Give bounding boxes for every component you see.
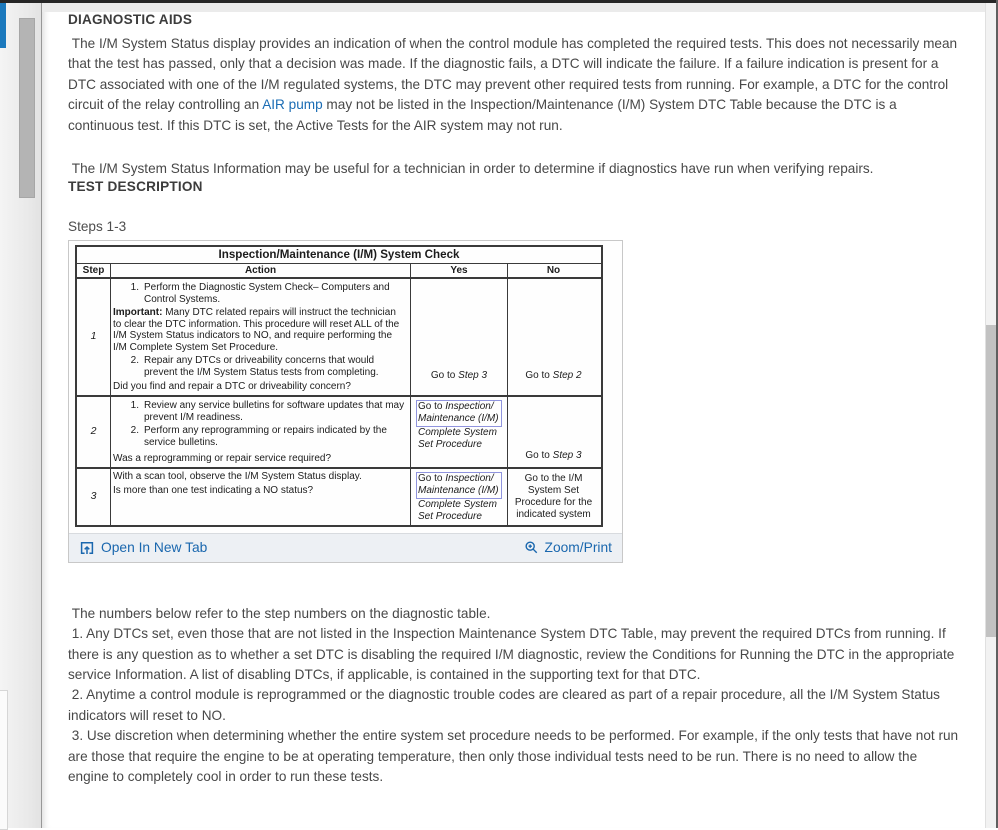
yes-cell	[411, 397, 508, 467]
figure-toolbar	[69, 533, 622, 562]
table-row	[75, 469, 603, 527]
step-number: 1	[77, 279, 111, 395]
goto-target-line: Maintenance (I/M)	[418, 413, 499, 424]
left-scrollbar-thumb[interactable]	[19, 18, 35, 198]
note-item-1: 1. Any DTCs set, even those that are not listed in the Inspection Maintenance System DTC Table, may prevent the required DTCs from running. If there is any question as to whether a set DTC is disabling the required I/M diagnostic, review the Conditions for Running the DTC in the appropriate service Information. A list of disabling DTCs, if applicable, is contained in the supporting text for that DTC.	[68, 626, 959, 683]
col-header-step: Step	[77, 264, 111, 277]
action-line: With a scan tool, observe the I/M System Status display.	[113, 470, 362, 482]
important-text: Many DTC related repairs will instruct the technician to clear the DTC information. This procedure will reset ALL of the I/M System Status indicators to NO, and require performing the I/M Complete System Set Procedure.	[113, 306, 400, 354]
important-note	[113, 307, 406, 355]
scanned-table-image	[69, 241, 622, 533]
section-heading-diagnostic-aids: DIAGNOSTIC AIDS	[68, 12, 193, 27]
col-header-action: Action	[111, 264, 411, 277]
goto-target: Step 3	[458, 370, 488, 381]
no-cell: Go to the I/M System Set Procedure for the indicated system	[514, 472, 593, 520]
item-text: Review any service bulletins for software updates that may prevent I/M readiness.	[144, 400, 405, 423]
question-text: Was a reprogramming or repair service required?	[113, 452, 332, 464]
item-text: Perform any reprogramming or repairs indicated by the service bulletins.	[144, 424, 387, 448]
link-annotation-box[interactable]	[416, 472, 502, 499]
yes-cell	[411, 279, 508, 395]
document-page	[42, 12, 985, 788]
note-item-3: 3. Use discretion when determining whether the entire system set procedure needs to be performed. For example, if the only tests that have not run are those that require the engine to be at operating temperature, then only those individual tests need to be run. There is no need to allow the engine to completely cool in order to run these tests.	[68, 728, 962, 785]
im-system-check-table	[75, 245, 603, 527]
action-cell	[111, 397, 411, 467]
goto-prefix: Go to	[418, 401, 446, 412]
item-text: Perform the Diagnostic System Check– Computers and Control Systems.	[144, 281, 390, 305]
table-row	[75, 279, 603, 397]
goto-prefix: Go to	[418, 472, 446, 484]
right-scrollbar-thumb[interactable]	[986, 325, 996, 637]
item-text: Repair any DTCs or driveability concerns that would prevent the I/M System Status tests from completing.	[144, 355, 379, 379]
zoom-print-label: Zoom/Print	[544, 540, 612, 556]
goto-target-line: Inspection/	[445, 472, 494, 484]
goto-target-line: Inspection/	[445, 401, 494, 412]
left-accent-bar	[0, 3, 6, 48]
goto-target: Step 2	[552, 370, 582, 381]
goto-target-line: Set Procedure	[418, 439, 482, 450]
goto-target-line: Complete System	[418, 427, 497, 438]
item-number: 1.	[130, 400, 139, 411]
open-in-new-tab-button[interactable]	[79, 540, 207, 556]
goto-prefix: Go to	[525, 449, 553, 461]
document-pane	[42, 3, 985, 828]
test-description-notes	[68, 604, 960, 788]
action-item	[113, 282, 406, 306]
goto-target: Step 3	[552, 449, 582, 461]
col-header-no: No	[546, 264, 561, 276]
step-number: 2	[77, 397, 111, 467]
step-number: 3	[77, 469, 111, 525]
im-status-info-paragraph: The I/M System Status Information may be useful for a technician in order to determine if diagnostics have run when verifying repairs.	[68, 161, 874, 177]
col-header-yes: Yes	[411, 264, 508, 277]
no-cell	[508, 279, 599, 395]
air-pump-link[interactable]: AIR pump	[262, 97, 323, 113]
item-number: 1.	[130, 281, 139, 293]
action-item	[113, 400, 406, 424]
no-cell	[508, 397, 599, 467]
paragraph-text: may not be listed in the Inspection/Maintenance (I/M) System DTC Table because the DTC is a continuous test. If this DTC is set, the Active Tests for the AIR system may not run.	[68, 97, 901, 133]
zoom-print-button[interactable]	[524, 540, 612, 555]
note-item-2: 2. Anytime a control module is reprogrammed or the diagnostic trouble codes are cleared as part of a repair procedure, all the I/M System Status indicators will reset to NO.	[68, 687, 944, 723]
notes-intro: The numbers below refer to the step numbers on the diagnostic table.	[68, 605, 491, 621]
left-panel-edge	[0, 690, 8, 830]
goto-target-line: Complete System	[418, 498, 497, 510]
table-title: Inspection/Maintenance (I/M) System Check	[75, 245, 603, 264]
paragraph-text: The I/M System Status display provides an indication of when the control module has completed the required tests. This does not necessarily mean that the test has passed, only that a decision was made. If the diagnostic fails, a DTC will indicate the failure. If a failure indication is present for a DTC associated with one of the I/M regulated systems, the DTC may prevent other required tests from running. For example, a DTC for the control circuit of the relay controlling an	[68, 36, 961, 113]
action-item	[113, 425, 406, 449]
goto-target-line: Set Procedure	[418, 510, 482, 522]
important-label: Important:	[113, 306, 163, 318]
goto-target-line: Maintenance (I/M)	[418, 484, 499, 496]
open-in-new-tab-label: Open In New Tab	[101, 540, 208, 556]
zoom-magnifier-icon	[524, 540, 539, 555]
figure-widget	[68, 240, 623, 563]
question-text: Is more than one test indicating a NO status?	[113, 485, 314, 497]
action-cell	[111, 279, 411, 395]
diagnostic-aids-paragraph	[68, 34, 960, 136]
item-number: 2.	[130, 424, 139, 436]
action-item	[113, 355, 406, 379]
table-row	[75, 397, 603, 469]
table-header-row	[75, 264, 603, 279]
link-annotation-box[interactable]	[416, 400, 502, 427]
yes-cell	[411, 469, 508, 525]
goto-prefix: Go to	[430, 370, 459, 381]
item-number: 2.	[130, 355, 139, 367]
window-top-edge	[0, 0, 998, 3]
content-top-strip	[42, 3, 985, 12]
action-cell	[111, 469, 411, 525]
goto-prefix: Go to	[525, 370, 553, 381]
question-text: Did you find and repair a DTC or driveability concern?	[113, 381, 351, 393]
steps-range-label: Steps 1-3	[68, 219, 127, 235]
section-heading-test-description: TEST DESCRIPTION	[68, 179, 203, 195]
open-in-new-tab-icon	[79, 540, 95, 556]
